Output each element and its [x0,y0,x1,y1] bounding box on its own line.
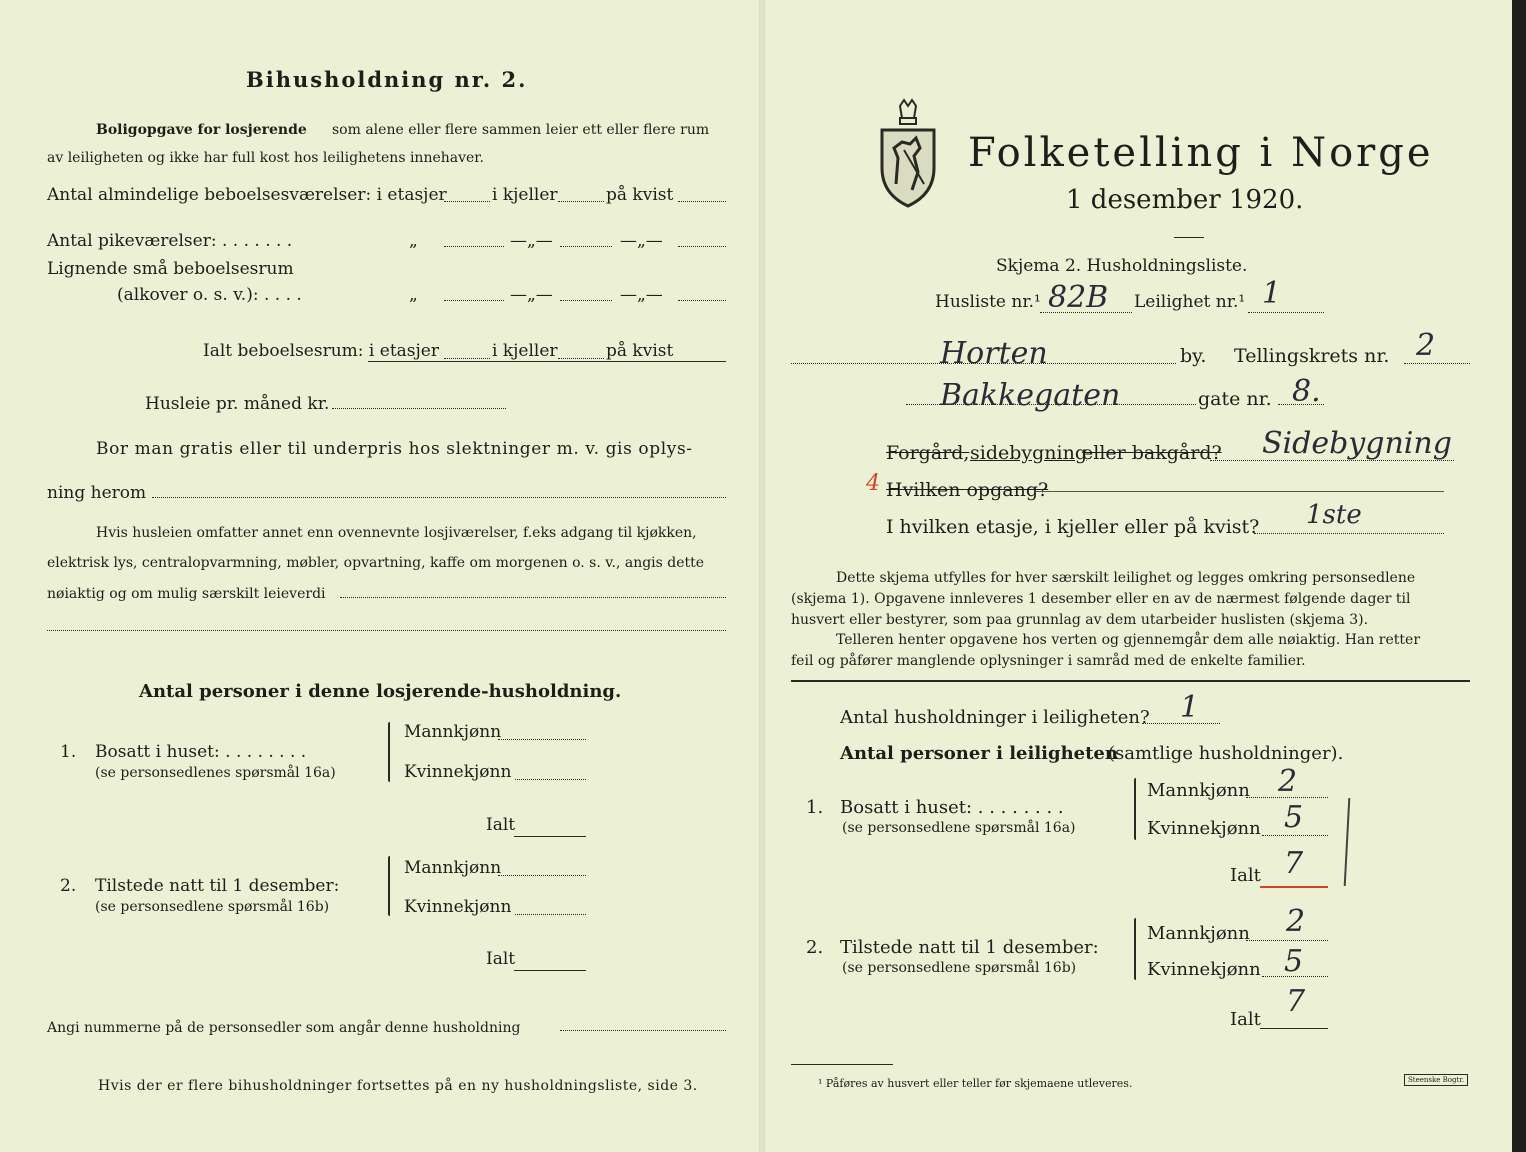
right-bosatt-ialt-value[interactable]: 7 [1284,846,1304,881]
right-tilstede-kvinne-value[interactable]: 5 [1284,944,1304,979]
left-bosatt-kvinne-field[interactable] [515,779,586,780]
right-bosatt-mann-value[interactable]: 2 [1278,764,1298,799]
antal-hush-label: Antal husholdninger i leiligheten? [840,707,1150,728]
right-tilstede-ialt-value[interactable]: 7 [1286,984,1306,1019]
left-tilstede-num: 2. [60,876,77,896]
desc-line-1: Dette skjema utfylles for hver særskilt leilighet og legges omkring personsedlene [836,570,1416,586]
opgang-strike-line [1036,491,1444,492]
opgang-label: Hvilken opgang? [886,479,1049,501]
alm-kjeller-field[interactable] [558,201,604,202]
ialt-kjeller-label: i kjeller [492,341,558,361]
left-bosatt-ialt-label: Ialt [486,815,516,835]
right-tilstede-ialt-label: Ialt [1230,1009,1261,1030]
bor-line-2: ning herom [47,483,147,503]
husleie-label: Husleie pr. måned kr. [145,394,330,414]
footnote: ¹ Påføres av husvert eller teller før skjemaene utleveres. [818,1077,1133,1090]
left-tilstede-mann-field[interactable] [498,875,586,876]
antal-alm-label: Antal almindelige beboelsesværelser: i etasjer [47,185,447,205]
street-value[interactable]: Bakkegaten [940,378,1121,413]
left-bosatt-mann-label: Mannkjønn [404,722,502,742]
intro-line-1: som alene eller flere sammen leier ett eller flere rum [332,122,710,138]
hvis-line-3: nøiaktig og om mulig særskilt leieverdi [47,586,326,602]
right-bosatt-mann-label: Mannkjønn [1147,780,1250,801]
leilighet-field [1248,312,1324,313]
pike-ditto-3: —„— [620,231,663,251]
right-bosatt-label: Bosatt i huset: . . . . . . . . [840,797,1064,818]
desc-line-4: Telleren henter opgavene hos verten og gjennemgår dem alle nøiaktig. Han retter [836,632,1421,648]
right-bosatt-brace [1134,778,1136,840]
right-tilstede-label: Tilstede natt til 1 desember: [840,937,1099,958]
pike-etasjer-field[interactable] [444,246,504,247]
alm-kjeller-label: i kjeller [492,185,558,205]
gate-value[interactable]: 8. [1292,374,1321,409]
hvis-line-1: Hvis husleien omfatter annet enn ovennevnte losjiværelser, f.eks adgang til kjøkken, [96,525,697,541]
etasje-value[interactable]: 1ste [1306,500,1362,530]
desc-line-3: husvert eller bestyrer, som paa grunnlag av dem utarbeider huslisten (skjema 3). [791,612,1369,628]
left-tilstede-ialt-label: Ialt [486,949,516,969]
left-antal-heading: Antal personer i denne losjerende-husholdning. [139,681,622,702]
footnote-rule [791,1064,893,1065]
right-antal-heading: Antal personer i leiligheten [840,743,1118,764]
lignende-label-2: (alkover o. s. v.): . . . . [117,285,302,305]
leieverdi-field-2[interactable] [47,630,726,631]
ialt-beboelse-label: Ialt beboelsesrum: i etasjer [203,341,439,361]
by-label: by. [1180,345,1207,367]
right-tilstede-brace [1134,918,1136,980]
left-tilstede-sub: (se personsedlene spørsmål 16b) [95,899,330,915]
left-tilstede-kvinne-field[interactable] [515,914,586,915]
city-field [791,363,1176,364]
intro-bold: Boligopgave for losjerende [96,122,307,138]
right-bosatt-kvinne-label: Kvinnekjønn [1147,818,1261,839]
husliste-label: Husliste nr.¹ [935,292,1041,312]
pike-ditto-2: —„— [510,231,553,251]
left-title: Bihusholdning nr. 2. [246,67,528,92]
alm-kvist-field[interactable] [678,201,726,202]
left-footer: Hvis der er flere bihusholdninger fortsettes på en ny husholdningsliste, side 3. [98,1078,698,1094]
lignende-ditto-3: —„— [620,285,663,305]
street-field [906,404,1196,405]
antal-hush-value[interactable]: 1 [1180,690,1200,725]
lignende-kvist-field[interactable] [678,300,726,301]
tellingskrets-field [1404,363,1470,364]
husleie-field[interactable] [332,408,506,409]
left-tilstede-label: Tilstede natt til 1 desember: [95,876,340,896]
lignende-etasjer-field[interactable] [444,300,504,301]
right-tilstede-kvinne-field [1262,976,1328,977]
left-tilstede-brace [388,856,390,916]
tellingskrets-value[interactable]: 2 [1416,328,1436,363]
left-bosatt-kvinne-label: Kvinnekjønn [404,762,512,782]
scan-edge [1512,0,1526,1152]
desc-line-2: (skjema 1). Opgavene innleveres 1 desember eller en av de nærmest følgende dager til [791,591,1411,607]
left-tilstede-kvinne-label: Kvinnekjønn [404,897,512,917]
alm-etasjer-field[interactable] [444,201,490,202]
lignende-ditto-2: —„— [510,285,553,305]
forgaard-value[interactable]: Sidebygning [1262,426,1452,461]
right-tilstede-num: 2. [806,937,824,958]
skjema-label: Skjema 2. Husholdningsliste. [996,256,1248,276]
antal-hush-field [1142,723,1220,724]
lignende-ditto-1: „ [409,285,418,305]
sidebygning-option: sidebygning [970,442,1088,464]
left-bosatt-ialt-field[interactable] [514,836,586,837]
husliste-field [1040,312,1132,313]
section-divider [791,680,1470,682]
gate-field [1278,404,1324,405]
hvis-line-2: elektrisk lys, centralopvarmning, møbler, opvartning, kaffe om morgenen o. s. v., angis dette [47,555,705,571]
right-bosatt-ialt-label: Ialt [1230,865,1261,886]
title-rule [1174,237,1204,238]
left-bosatt-brace [388,722,390,782]
pike-label: Antal pikeværelser: . . . . . . . [47,231,293,251]
ialt-kvist-label: på kvist [606,341,674,361]
right-bosatt-num: 1. [806,797,824,818]
lignende-kjeller-field[interactable] [560,300,612,301]
ialt-etasjer-field[interactable] [444,358,490,359]
left-tilstede-ialt-field[interactable] [514,970,586,971]
bor-line-1: Bor man gratis eller til underpris hos slektninger m. v. gis oplys- [96,439,693,459]
city-value[interactable]: Horten [940,336,1048,371]
right-tilstede-mann-field [1246,940,1328,941]
leilighet-label: Leilighet nr.¹ [1134,292,1246,312]
ialt-beboelse-underline [368,361,726,362]
pike-kjeller-field[interactable] [560,246,612,247]
opgang-red-mark: 4 [866,471,880,496]
husliste-value[interactable]: 82B [1048,280,1109,315]
alm-kvist-label: på kvist [606,185,674,205]
angi-field[interactable] [560,1030,726,1031]
right-tilstede-mann-value[interactable]: 2 [1286,904,1306,939]
intro-line-2: av leiligheten og ikke har full kost hos leilighetens innehaver. [47,150,484,166]
left-tilstede-mann-label: Mannkjønn [404,858,502,878]
leieverdi-field[interactable] [340,597,726,598]
forgaard-field [1210,460,1454,461]
bakgaard-option: eller bakgård? [1082,442,1222,464]
ialt-kjeller-field[interactable] [558,358,604,359]
tally-stroke [1344,798,1351,886]
etasje-label: I hvilken etasje, i kjeller eller på kvist? [886,516,1260,538]
right-bosatt-kvinne-field [1262,835,1328,836]
right-antal-heading-rest: (samtlige husholdninger). [1108,743,1344,764]
right-tilstede-kvinne-label: Kvinnekjønn [1147,959,1261,980]
tellingskrets-label: Tellingskrets nr. [1234,345,1390,367]
right-bosatt-sub: (se personsedlene spørsmål 16a) [842,820,1076,836]
etasje-field [1254,533,1444,534]
angi-label: Angi nummerne på de personsedler som angår denne husholdning [47,1020,521,1036]
right-tilstede-ialt-field [1260,1028,1328,1029]
right-tilstede-mann-label: Mannkjønn [1147,923,1250,944]
forgaard-option: Forgård, [886,442,970,464]
right-bosatt-kvinne-value[interactable]: 5 [1284,800,1304,835]
left-bosatt-sub: (se personsedlenes spørsmål 16a) [95,765,336,781]
desc-line-5: feil og påfører manglende oplysninger i samråd med de enkelte familier. [791,653,1306,669]
leilighet-value[interactable]: 1 [1262,276,1282,311]
right-bosatt-ialt-field [1260,886,1328,888]
lignende-label-1: Lignende små beboelsesrum [47,259,294,279]
left-bosatt-label: Bosatt i huset: . . . . . . . . [95,742,307,762]
pike-ditto-1: „ [409,231,418,251]
gate-label: gate nr. [1198,388,1272,410]
left-bosatt-mann-field[interactable] [498,739,586,740]
printer-stamp: Steenske Bogtr. [1404,1074,1468,1086]
right-title: Folketelling i Norge [968,130,1434,176]
pike-kvist-field[interactable] [678,246,726,247]
norway-coat-of-arms-icon [876,98,940,210]
left-bosatt-num: 1. [60,742,77,762]
right-date: 1 desember 1920. [1066,185,1304,215]
right-bosatt-mann-field [1246,797,1328,798]
bor-field[interactable] [152,497,726,498]
right-tilstede-sub: (se personsedlene spørsmål 16b) [842,960,1077,976]
